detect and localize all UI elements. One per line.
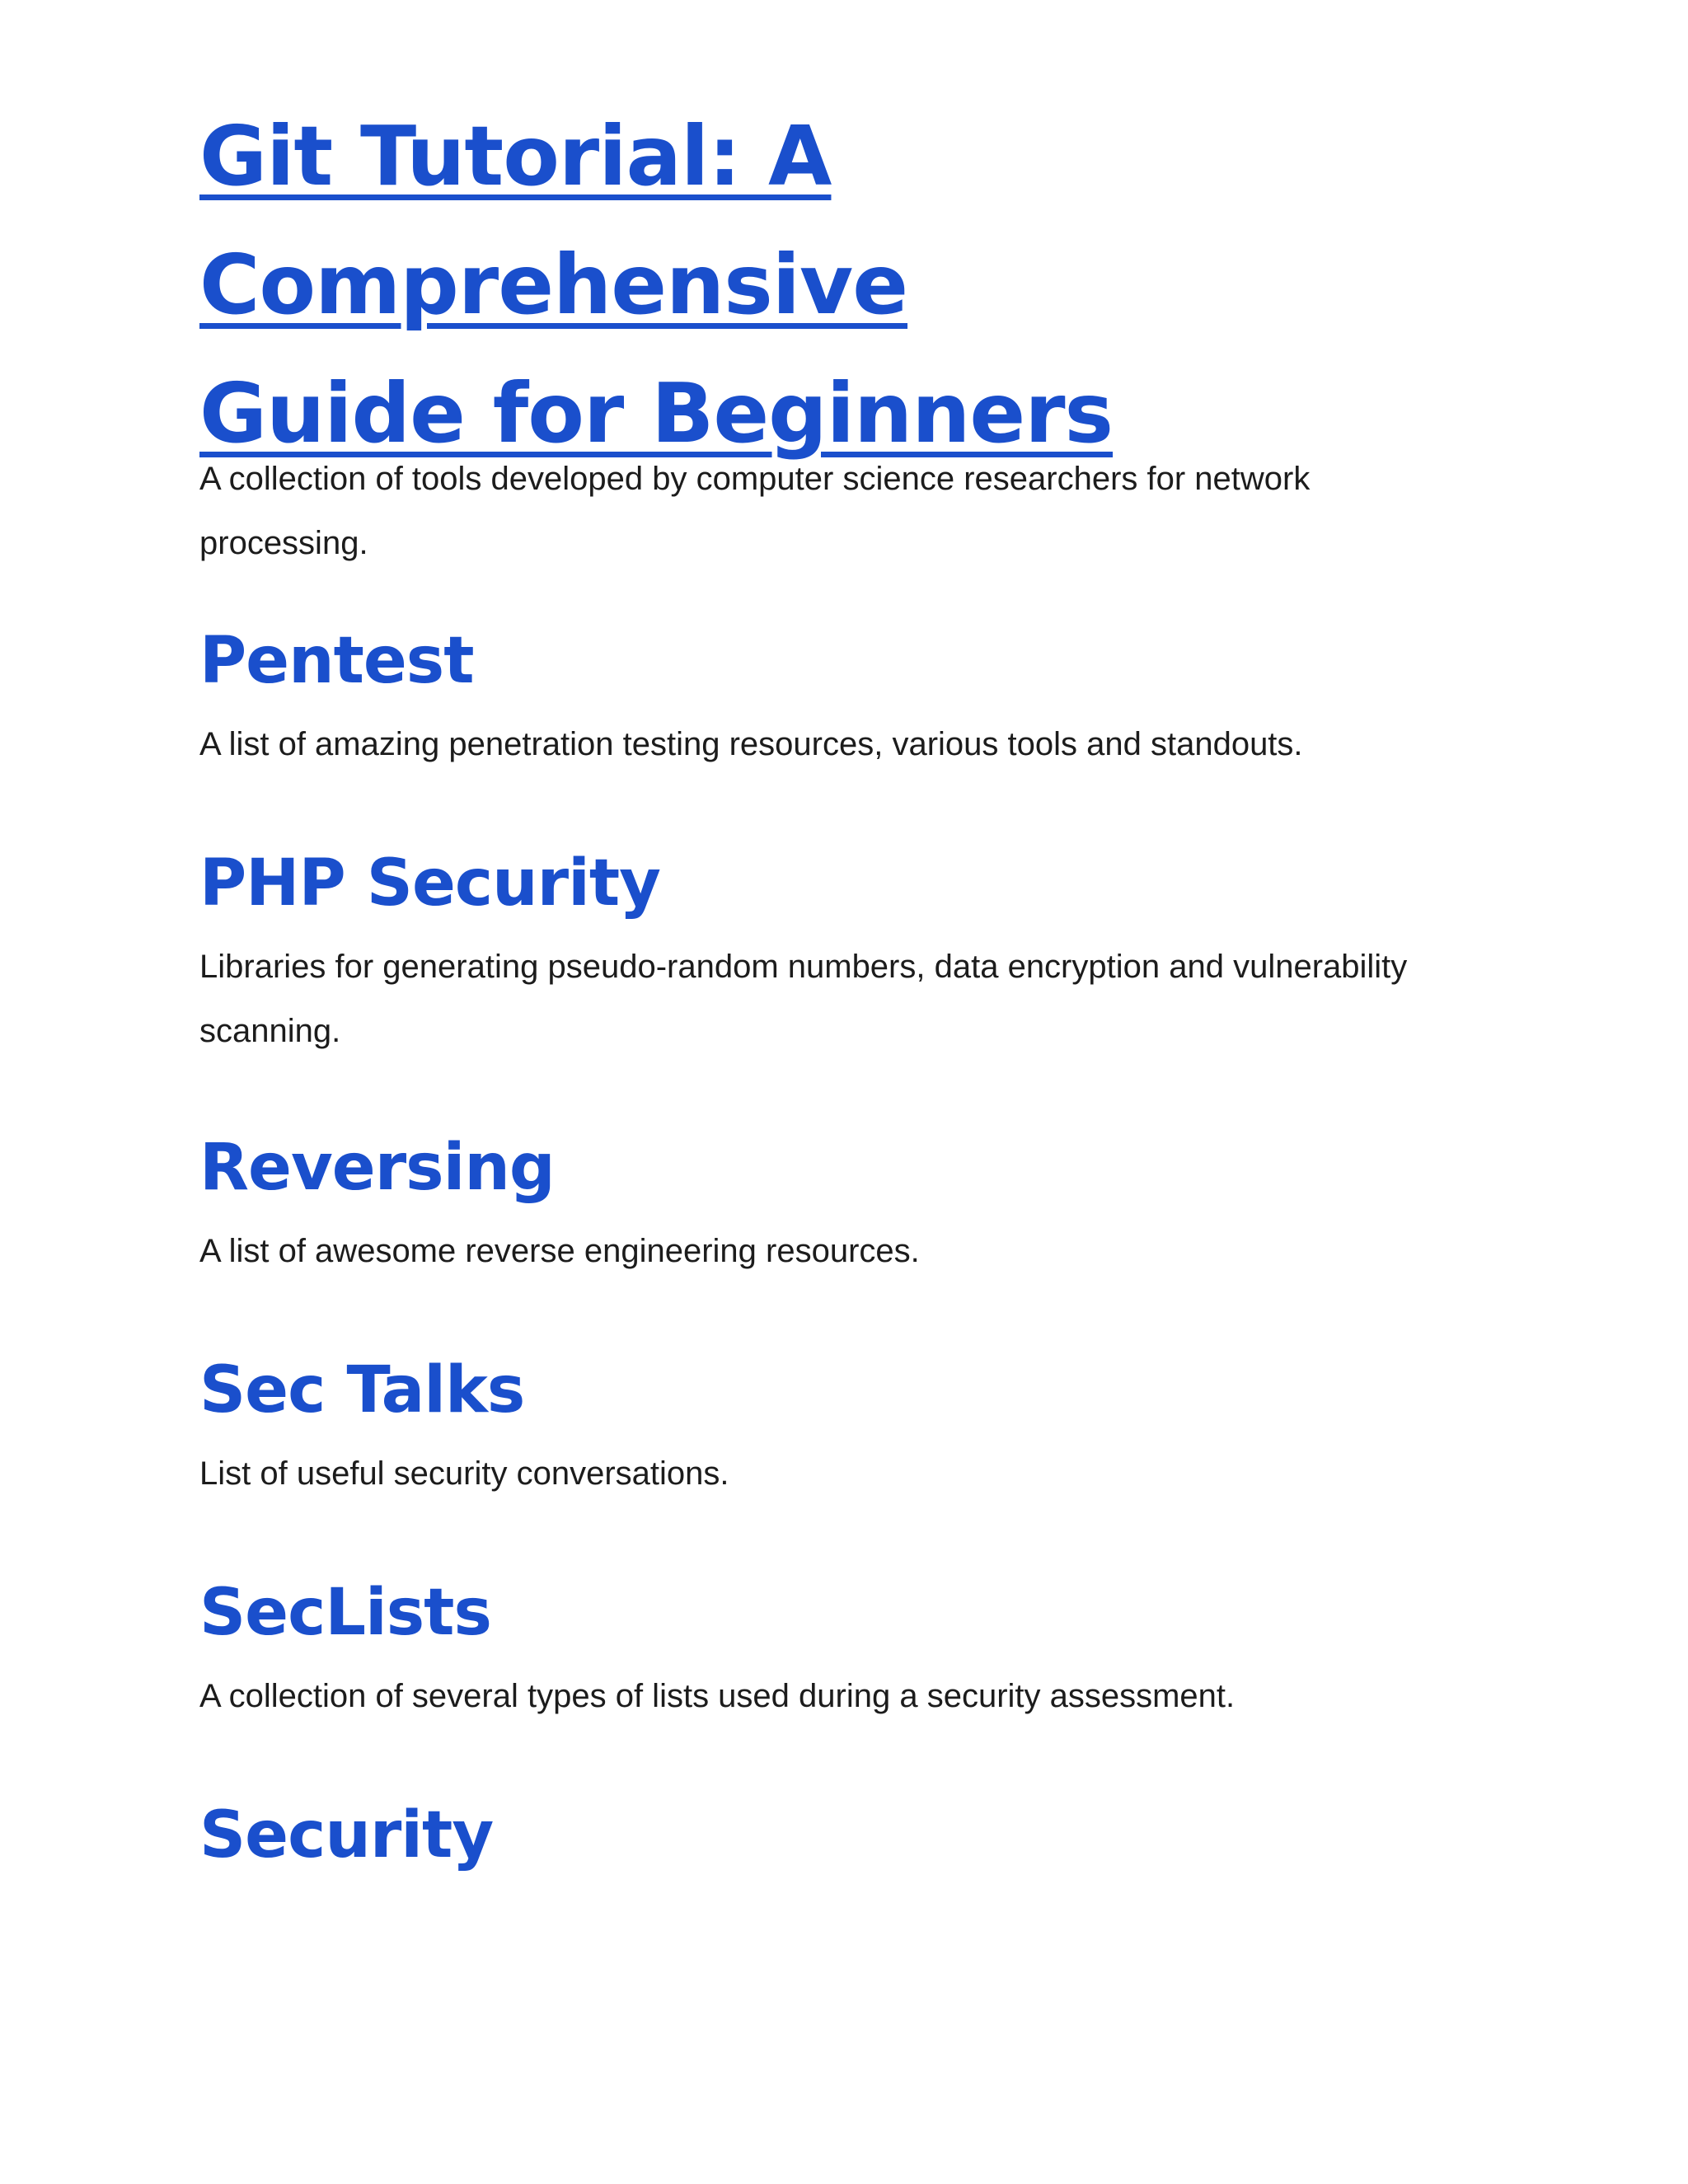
title-line-1: Git Tutorial: A Comprehensive bbox=[199, 108, 908, 333]
section-heading: SecLists bbox=[199, 1576, 491, 1650]
section-heading: Security bbox=[199, 1798, 494, 1872]
page-title bbox=[199, 92, 1485, 478]
section-heading: PHP Security bbox=[199, 846, 660, 921]
intro-paragraph: A collection of tools developed by computer science researchers for network processing. bbox=[199, 461, 1311, 561]
section-reversing bbox=[199, 1127, 1485, 1283]
section-heading: Pentest bbox=[199, 624, 474, 698]
section-security bbox=[199, 1794, 1485, 1877]
section-heading: Sec Talks bbox=[199, 1353, 525, 1427]
section-heading: Reversing bbox=[199, 1131, 555, 1205]
document-content bbox=[199, 92, 1485, 1872]
title-line-2: Guide for Beginners bbox=[199, 365, 1114, 462]
section-text: A list of amazing penetration testing resources, various tools and standouts. bbox=[199, 726, 1303, 762]
section-seclists bbox=[199, 1572, 1485, 1728]
section-pentest bbox=[199, 620, 1485, 776]
section-text: List of useful security conversations. bbox=[199, 1455, 729, 1492]
title-link[interactable] bbox=[199, 108, 1113, 462]
section-text: A list of awesome reverse engineering resources. bbox=[199, 1233, 920, 1269]
section-sec-talks bbox=[199, 1349, 1485, 1506]
section-php-security bbox=[199, 842, 1485, 1063]
section-text: A collection of several types of lists used during a security assessment. bbox=[199, 1678, 1236, 1714]
section-text: Libraries for generating pseudo-random numbers, data encryption and vulnerability scanning. bbox=[199, 949, 1408, 1049]
